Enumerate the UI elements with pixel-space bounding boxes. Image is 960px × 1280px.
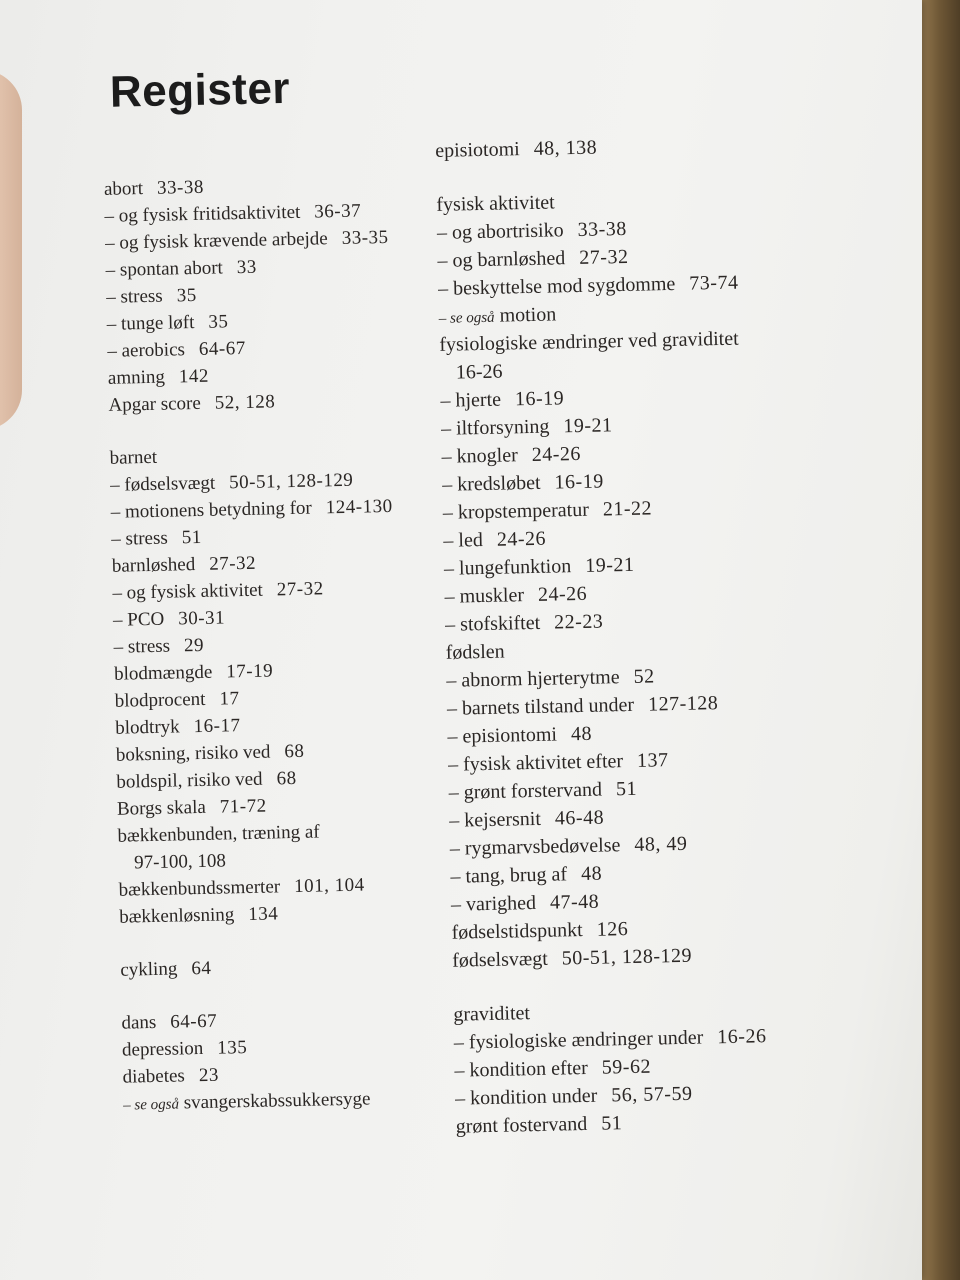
- index-term: – tang, brug af: [450, 863, 568, 888]
- index-term: – iltforsyning: [440, 415, 550, 440]
- index-term: – muskler: [444, 584, 525, 608]
- page-numbers: 47-48: [549, 890, 600, 914]
- index-term: – kondition under: [454, 1084, 598, 1110]
- index-term: – stress: [106, 285, 163, 308]
- page-numbers: 16-19: [554, 470, 604, 494]
- index-term: diabetes: [122, 1065, 186, 1088]
- index-term: – fødselsvægt: [109, 472, 216, 496]
- index-term: – abnorm hjerterytme: [446, 666, 620, 692]
- index-term: – episiontomi: [447, 723, 558, 748]
- index-term: – PCO: [112, 608, 165, 631]
- index-term: – lungefunktion: [443, 555, 572, 580]
- index-entry: [123, 1085, 407, 1118]
- index-term: blodprocent: [114, 688, 206, 712]
- page-numbers: 16-19: [514, 387, 565, 411]
- page-numbers: 35: [176, 284, 197, 307]
- page-numbers: 51: [181, 526, 203, 549]
- index-term: – motionens betydning for: [110, 497, 312, 523]
- page-numbers: 33-35: [341, 226, 389, 249]
- index-term: – kejsersnit: [449, 807, 542, 832]
- finger: [0, 70, 22, 430]
- page-numbers: 24-26: [531, 442, 582, 466]
- index-term: depression: [121, 1037, 204, 1061]
- index-term: – kredsløbet: [442, 471, 541, 496]
- index-term: barnløshed: [111, 554, 196, 577]
- index-term: grønt fostervand: [455, 1112, 588, 1138]
- page-numbers: 73-74: [689, 271, 739, 295]
- index-term: bækkenbundssmerter: [118, 876, 281, 901]
- index-term: – fysiologiske ændringer under: [453, 1026, 704, 1054]
- index-term: Borgs skala: [116, 796, 207, 820]
- index-term: boldspil, risiko ved: [116, 768, 263, 793]
- index-term: blodmængde: [113, 661, 213, 685]
- page-numbers: 134: [248, 903, 279, 925]
- index-term: amning: [107, 366, 166, 389]
- page-numbers: 101, 104: [293, 874, 365, 898]
- page-numbers: 52: [633, 665, 655, 688]
- page-numbers: 50-51, 128-129: [228, 469, 354, 494]
- page-numbers: 27-32: [209, 552, 257, 575]
- index-term: – spontan abort: [105, 257, 224, 281]
- index-term: – beskyttelse mod sygdomme: [437, 272, 676, 300]
- page-numbers: 30-31: [177, 607, 226, 630]
- index-term: cykling: [120, 958, 178, 981]
- index-term: – tunge løft: [106, 312, 195, 335]
- see-also-label: – se også: [438, 309, 495, 327]
- page-numbers: 16-17: [193, 715, 241, 738]
- page-numbers: 19-21: [563, 414, 613, 438]
- page-numbers: 23: [198, 1064, 220, 1087]
- index-term: svangerskabssukkersyge: [183, 1088, 371, 1114]
- page-numbers: 46-48: [554, 806, 605, 830]
- index-term: – og abortrisiko: [436, 219, 564, 244]
- index-term: – og barnløshed: [437, 247, 566, 272]
- page-numbers: 135: [217, 1037, 248, 1059]
- index-term: 97-100, 108: [133, 850, 227, 874]
- index-term: – og fysisk aktivitet: [112, 579, 264, 604]
- page-numbers: 48: [580, 862, 603, 886]
- index-term: – knogler: [441, 444, 518, 468]
- index-term: – kondition efter: [454, 1056, 589, 1082]
- see-also-label: – se også: [123, 1096, 180, 1114]
- index-term: bækkenløsning: [119, 904, 235, 928]
- page-numbers: 50-51, 128-129: [561, 944, 693, 970]
- index-entry: [455, 1106, 768, 1141]
- page-numbers: 68: [276, 767, 297, 790]
- page-numbers: 51: [601, 1112, 623, 1135]
- page-numbers: 48: [570, 722, 593, 746]
- page-numbers: 68: [284, 740, 305, 763]
- page-numbers: 24-26: [496, 527, 547, 551]
- page-numbers: 35: [208, 311, 229, 333]
- page-numbers: 33: [236, 256, 258, 279]
- page-numbers: 56, 57-59: [611, 1082, 693, 1107]
- page-numbers: 124-130: [325, 495, 393, 519]
- index-term: barnet: [109, 446, 158, 469]
- index-term: blodtryk: [115, 716, 180, 739]
- page-title: Register: [109, 63, 291, 117]
- index-term: – fysisk aktivitet efter: [447, 750, 624, 776]
- page-numbers: 64-67: [198, 337, 246, 360]
- index-term: Apgar score: [108, 392, 202, 416]
- page-numbers: 16-26: [717, 1025, 767, 1049]
- index-column-left: [104, 170, 407, 1118]
- page-numbers: 27-32: [276, 578, 324, 601]
- page-numbers: 19-21: [584, 553, 635, 577]
- page-numbers: 52, 128: [214, 391, 276, 414]
- index-term: fødselsvægt: [451, 947, 548, 972]
- index-term: – varighed: [450, 891, 537, 916]
- index-term: – og fysisk krævende arbejde: [104, 228, 328, 254]
- index-term: 16-26: [455, 360, 503, 384]
- index-term: episiotomi: [435, 138, 520, 162]
- page-numbers: 33-38: [577, 217, 627, 241]
- index-term: – kropstemperatur: [442, 498, 590, 524]
- page-numbers: 22-23: [553, 610, 604, 634]
- index-term: – led: [443, 529, 484, 552]
- index-term: – stress: [113, 635, 171, 658]
- page-numbers: 137: [636, 749, 669, 772]
- page-numbers: 51: [615, 777, 638, 801]
- index-term: fysisk aktivitet: [436, 191, 555, 216]
- index-term: fysiologiske ændringer ved graviditet: [439, 327, 739, 356]
- page-numbers: 64: [191, 957, 212, 980]
- index-term: bækkenbunden, træning af: [117, 821, 320, 847]
- page-numbers: 36-37: [314, 200, 362, 223]
- index-term: – hjerte: [440, 388, 502, 412]
- index-term: – rygmarvsbedøvelse: [449, 834, 621, 860]
- page-numbers: 71-72: [219, 795, 267, 818]
- page-numbers: 17: [219, 688, 240, 710]
- page-numbers: 59-62: [601, 1055, 652, 1079]
- index-column-right: [435, 130, 769, 1140]
- index-term: fødselstidspunkt: [451, 919, 583, 944]
- page-numbers: 21-22: [602, 497, 653, 521]
- index-term: – aerobics: [107, 339, 186, 362]
- index-term: – stress: [111, 527, 169, 550]
- index-term: graviditet: [453, 1002, 531, 1026]
- page-numbers: 126: [596, 918, 629, 941]
- index-term: – stofskiftet: [444, 611, 541, 636]
- page-numbers: 127-128: [647, 692, 719, 716]
- page-numbers: 33-38: [156, 176, 205, 199]
- page-numbers: 24-26: [537, 582, 588, 606]
- page-numbers: 17-19: [226, 660, 274, 683]
- page-numbers: 142: [178, 365, 210, 388]
- index-term: motion: [499, 303, 557, 327]
- page-numbers: 64-67: [170, 1010, 218, 1033]
- index-term: – grønt forstervand: [448, 778, 603, 804]
- page-numbers: 48, 49: [634, 832, 688, 856]
- index-term: boksning, risiko ved: [115, 741, 271, 766]
- index-term: fødslen: [445, 640, 505, 664]
- index-term: abort: [103, 178, 144, 200]
- index-term: dans: [121, 1011, 157, 1034]
- page-numbers: 27-32: [579, 245, 629, 269]
- page-numbers: 48, 138: [533, 136, 598, 160]
- index-term: – og fysisk fritidsaktivitet: [104, 201, 301, 227]
- page-numbers: 29: [183, 634, 205, 657]
- index-term: – barnets tilstand under: [446, 693, 635, 720]
